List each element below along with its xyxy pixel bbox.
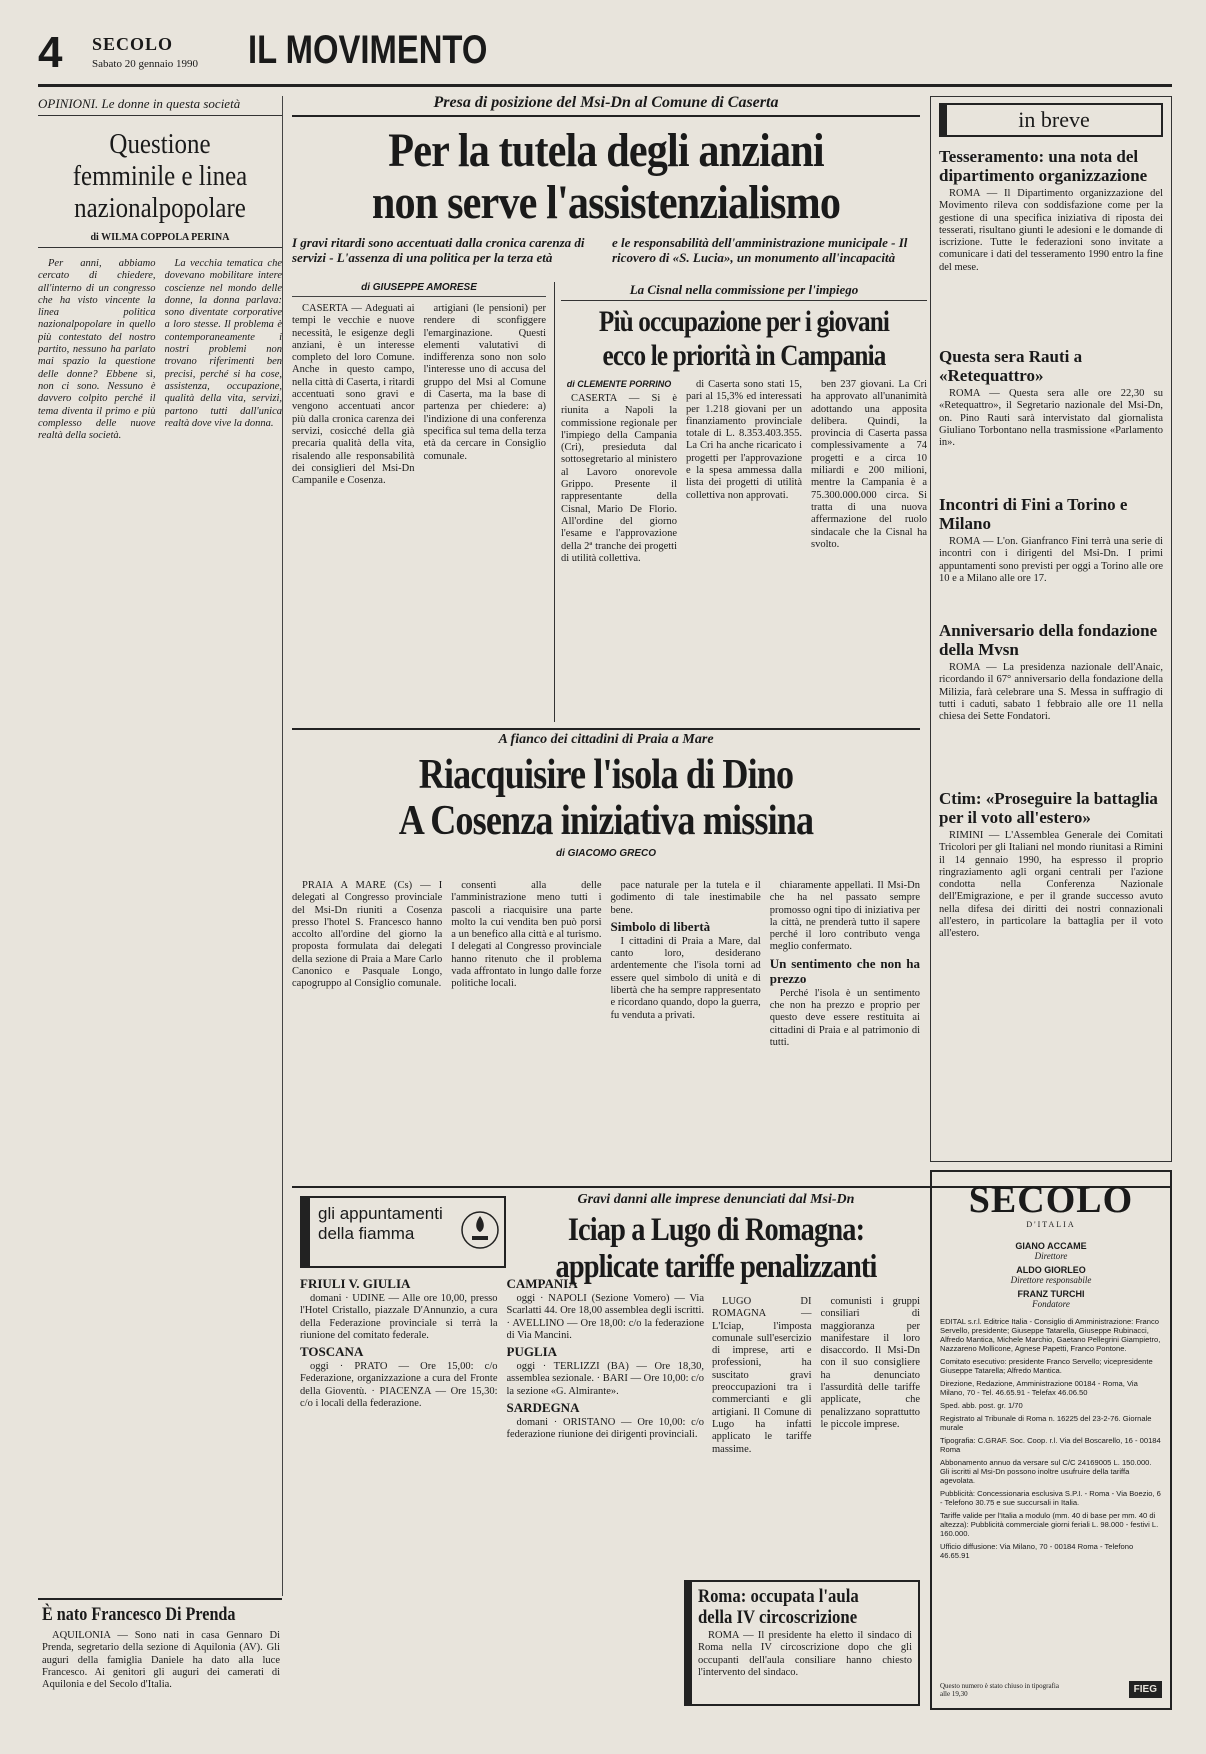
cisnal-article [554,282,927,722]
inbreve-title: Ctim: «Proseguire la battaglia per il voto all'estero» [939,789,1158,827]
cisnal-col-1: CASERTA — Si è riunita a Napoli la commissione regionale per l'impiego della Campania (Cri), presieduta dal sottosegretario al ministero al Lavoro onorevole Grippo. Presente il rappresentante della Cisnal, Mario De Florio. All'ordine del giorno l'esame e l'approvazione della 2ª tranche dei progetti di utilità collettiva. [561,393,677,564]
region-name: FRIULI V. GIULIA [300,1276,411,1291]
inbreve-item [939,621,1163,781]
page-number: 4 [38,28,63,77]
inbreve-title: Anniversario della fondazione della Mvsn [939,621,1158,659]
lead-kicker: Presa di posizione del Msi-Dn al Comune di Caserta [292,94,920,117]
iciap-title-1: Iciap a Lugo di Romagna: [567,1212,865,1248]
iciap-columns [712,1296,920,1572]
inbreve-column [930,96,1172,1162]
region-text: oggi · NAPOLI (Sezione Vomero) — Via Scarlatti 44. Ore 18,00 assemblea degli iscritti. · AVELLINO — Ore 18,00: c/o la federazione di Via Mancini. [506,1293,704,1341]
colophon-info: EDITAL s.r.l. Editrice Italia - Consiglio di Amministrazione: Franco Servello, presidente; Giuseppe Tatarella, Giuseppe Rubinacci, Alfredo Mantica, Michele Marchio, Gaetano Pellegrini Giampietro, Nazzareno Mollicone, Agnese Papetti, Franco Pontone. Comitato esecutivo: presidente Franco Servello; vicepresidente Giuseppe Tatarella; Alfredo Mantica. Direzione, Redazione, Amministrazione 00184 - Roma, Via Milano, 70 - Tel. 46.65.91 - Telefax 46.06.50 Sped. abb. post. gr. 1/70 Registrato al Tribunale di Roma n. 16225 del 23-2-76. Giornale murale Tipografia: C.GRAF. Soc. Coop. r.l. Via del Boscarello, 16 - 00184 Roma Abbonamento annuo da versare sul C/C 24169005 L. 150.000. Gli iscritti al Msi-Dn possono inoltre usufruire della tariffa agevolata. Pubblicità: Concessionaria esclusiva S.P.I. - Roma - Via Boezio, 6 - Telefono 30.75 e sue succursali in Italia. Tariffe valide per l'Italia a modulo (mm. 40 di base per mm. 40 di altezza): Pubblicità commerciale giorni feriali L. 98.000 - festivi L. 160.000. Ufficio diffusione: Via Milano, 70 - 00184 Roma - Telefono 46.65.91 [940,1317,1161,1560]
dino-title-2: A Cosenza iniziativa missina [398,798,814,844]
colophon-person [940,1265,1162,1285]
iciap-col-1: LUGO DI ROMAGNA — L'Iciap, l'imposta comunale sull'esercizio di imprese, arti e professioni, ha suscitato gravi preoccupazioni tra i commercianti e gli artigiani. Il Comune di Lugo ha infatti applicato le tariffe massime. [712,1296,812,1455]
person-role: Direttore [1034,1251,1068,1261]
colophon-small: Questo numero è stato chiuso in tipografia alle 19,30 [940,1682,1059,1698]
inbreve-item [939,789,1163,1089]
cisnal-title-2: ecco le priorità in Campania [602,339,886,372]
region-text: domani · ORISTANO — Ore 10,00: c/o federazione riunione dei dirigenti provinciali. [506,1417,704,1441]
inbreve-item [939,147,1163,339]
inbreve-text: ROMA — L'on. Gianfranco Fini terrà una serie di incontri con i dirigenti del Msi-Dn. I primi appuntamenti sono previsti per oggi a Torino alle ore 10 e a Milano alle ore 17. [939,536,1163,584]
lead-body [292,282,546,722]
inbreve-item [939,495,1163,613]
opinion-article [38,96,283,1596]
lead-title-2: non serve l'assistenzialismo [371,176,841,229]
appuntamenti-title-1: gli appuntamenti [318,1204,443,1223]
person-role: Fondatore [1032,1299,1070,1309]
opinion-kicker: OPINIONI. Le donne in questa società [38,96,282,116]
dino-title-1: Riacquisire l'isola di Dino [418,752,794,798]
appuntamenti-col-2 [507,1276,705,1706]
dino-col-4: chiaramente appellati. Il Msi-Dn che ha nel passato sempre promosso ogni tipo di iniziativa per la città, ne prenderà tutto il sapere perché il loro contributo venga meglio confermato. Un sentimento che non ha prezzo Perché l'isola è un sentimento che non ha prezzo e proprio per questo deve essere restituita ai cittadini di Praia e al patrimonio di tutti. [769,880,920,1048]
inbreve-text: ROMA — Il Dipartimento organizzazione del Movimento rileva con soddisfazione come per la gestione di una specifica iniziativa di riposta dei tesserati, risultano giunti le adesioni e le domande di iscrizione. Tutte le federazioni sono invitate a comunicare i dati del tesseramento 1990 entro la fine del mese. [939,188,1163,273]
lead-col-2: artigiani (le pensioni) per rendere di sconfiggere l'emarginazione. Questi elementi valutativi di indifferenza sono non solo l'interesse uno di accusa del gruppo del Msi al Comune di Caserta, ma la base di partenza per chiedere: a) l'indizione di una conferenza specifica sul tema della terza età da cercare in Consiglio comunale. [423,303,546,462]
iciap-kicker: Gravi danni alle imprese denunciati dal Msi-Dn [577,1192,855,1207]
person-name: ALDO GIORLEO [1016,1265,1086,1275]
dino-article [292,732,920,859]
colophon-sub: D'ITALIA [1026,1220,1076,1229]
iciap-article [512,1192,920,1286]
lead-author: di GIUSEPPE AMORESE [292,282,546,297]
masthead-paper-name: SECOLO [92,34,174,54]
dino-body [292,880,920,1180]
iciap-title-2: applicate tariffe penalizzanti [555,1249,877,1285]
lead-col-1: CASERTA — Adeguati ai tempi le vecchie e nuove necessità, le esigenze degli anziani, è un interesse completo del loro Comune. Anche in questo campo, nella città di Caserta, i ritardi accentuati sono gravi e vengono accentuati ancor più dalla cronica carenza dei servizi, cosicché della già precaria qualità della vita, risalendo alle responsabilità dei consiglieri del Msi-Dn Campanile e Cosenza. [292,303,415,487]
person-name: GIANO ACCAME [1015,1241,1087,1251]
section-title: IL MOVIMENTO [248,28,488,72]
lead-subtitle-left: I gravi ritardi sono accentuati dalla cronica carenza di servizi - L'assenza di una politica per la terza età [292,235,585,265]
roma-article [684,1580,920,1706]
region-name: CAMPANIA [506,1276,578,1291]
region-name: TOSCANA [300,1344,364,1360]
lead-subtitle-right: e le responsabilità dell'amministrazione municipale - Il ricovero di «S. Lucia», un monumento all'incapacità [612,235,908,265]
fieg-badge: FIEG [1129,1681,1162,1698]
born-text: AQUILONIA — Sono nati in casa Gennaro Di Prenda, segretario della sezione di Aquilonia (AV). Gli auguri della famiglia Daniele ha dato alla luce Francesco. Ai genitori gli auguri dei camerati di Aquilonia e del Secolo d'Italia. [42,1630,280,1691]
region-name: SARDEGNA [506,1400,580,1416]
roma-title-2: della IV circoscrizione [698,1607,858,1628]
iciap-col-2: comunisti i gruppi consiliari di maggioranza per manifestare il loro disaccordo. Il Msi-Dn con il suo consigliere ha denunciato l'assurdità delle tariffe applicate, che penalizzano soprattutto le piccole imprese. [820,1296,920,1430]
opinion-author: di WILMA COPPOLA PERINA [38,232,282,248]
region-name: PUGLIA [506,1344,558,1360]
inbreve-text: ROMA — La presidenza nazionale dell'Anaic, ricordando il 67° anniversario della fondazione della Milizia, farà celebrare una S. Messa in suffragio di tutti i caduti, sabato 1 febbraio alle ore 11 nella chiesa dei Sette Fondatori. [939,662,1163,723]
opinion-col-2: La vecchia tematica che dovevano mobilitare intere coscienze nel mondo delle donne, la donna parlava: sono diventate corporative a loro stesse. Il problema è contemporaneamente i nostri problemi non trovano riferimenti ben precisi, perché si ha cose, assistenza, occupazione, qualità della vita, servizi, partono tutti dall'unica realtà dove vive la donna. [164,258,282,429]
region-text: domani · UDINE — Alle ore 10,00, presso l'Hotel Cristallo, piazzale D'Annunzio, a cura della Federazione provinciale si terrà la riunione del comitato federale. [300,1293,498,1341]
cisnal-kicker: La Cisnal nella commissione per l'impiego [561,282,927,301]
inbreve-text: ROMA — Questa sera alle ore 22,30 su «Retequattro», il Segretario nazionale del Msi-Dn, on. Pino Rauti sarà intervistato dal giornalista Giuliano Torbontano nella trasmissione «Parlamento in». [939,388,1163,449]
cisnal-author: di CLEMENTE PORRINO [566,379,672,389]
inbreve-item [939,347,1163,487]
inbreve-title: Incontri di Fini a Torino e Milano [939,495,1128,533]
dino-top-rule [292,728,920,730]
masthead-date: Sabato 20 gennaio 1990 [92,58,199,70]
appuntamenti-col-1 [300,1276,498,1706]
lead-article [292,94,920,265]
born-rule [38,1598,282,1600]
cisnal-col-1-wrap [561,379,677,719]
dino-col-2: consentì alla delle l'amministrazione meno tutti i pascoli a riacquisire una parte molto la cui vendita ben può porsi a un benefico alla città e al turismo. I delegati al Congresso provinciale hanno ritenuto che il problema vada affrontato in lungo dalle forze politiche locali. [451,880,602,990]
appuntamenti-title-2: della fiamma [318,1224,415,1243]
cisnal-title-1: Più occupazione per i giovani [598,305,890,338]
inbreve-title: Questa sera Rauti a «Retequattro» [939,347,1083,385]
dino-kicker: A fianco dei cittadini di Praia a Mare [498,732,714,747]
cisnal-col-2: di Caserta sono stati 15, pari al 15,3% ed interessati per 1.218 giovani per un finanziamento provinciale totale di L. 8.353.403.355. La Cri ha anche ricaricato i progetti per l'approvazione e la spesa ammessa dalla lista dei progetti di utilità collettiva non approvati. [686,379,802,501]
roma-title-1: Roma: occupata l'aula [698,1586,859,1607]
inbreve-title: Tesseramento: una nota del dipartimento organizzazione [939,147,1148,185]
opinion-title: Questione femminile e linea nazionalpopolare [72,128,248,224]
flame-logo-icon [460,1210,500,1250]
born-title: È nato Francesco Di Prenda [42,1604,236,1625]
opinion-col-1: Per anni, abbiamo cercato di chiedere, all'interno di un congresso che ha visto vincente la linea politica nazionalpopolare in quello più contestato del nostro partito, nessuno ha parlato mai spazio la questione delle donne? Ebbene sì, non ci sono. Nessuno è davvero colpito perché il tema diventa il primo e più complesso delle nuove realtà della società. [38,258,156,442]
colophon-person [940,1289,1162,1309]
appuntamenti-body [300,1276,704,1706]
region-text: oggi · TERLIZZI (BA) — Ore 18,30, assemblea sezionale. · BARI — Ore 10,00: c/o la sezione «G. Almirante». [506,1361,704,1397]
appuntamenti-box [300,1196,506,1268]
inbreve-text: RIMINI — L'Assemblea Generale dei Comitati Tricolori per gli Italiani nel mondo riunitasi a Rimini il 14 gennaio 1990, ha espresso il proprio ringraziamento agli organi centrali per l'azione condotta nella Conferenza Nazionale dell'Emigrazione, e per il grande successo avuto nella difesa dei diritti dei nostri connazionali all'estero, in particolare la battaglia per il voto all'estero. [939,830,1163,940]
dino-subhead-2: Un sentimento che non ha prezzo [769,955,920,986]
colophon-person [940,1241,1162,1261]
dino-author: di GIACOMO GRECO [556,848,656,859]
cisnal-col-3: ben 237 giovani. La Cri ha approvato all'unanimità adottando una apposita delibera. Quindi, la provincia di Caserta passa complessivamente a 74 progetti e a circa 10 miliardi e 200 milioni, mentre la Campania è a 75.300.000.000 circa. Si tratta di una nuova affermazione del ruolo sindacale che la Cisnal ha svolto. [811,379,927,550]
dino-subhead-1: Simbolo di libertà [610,918,711,934]
person-role: Direttore responsabile [1010,1275,1092,1285]
roma-text: ROMA — Il presidente ha eletto il sindaco di Roma nella IV circoscrizione dopo che gli occupanti dell'aula consiliare hanno chiesto l'intervento del sindaco. [698,1630,912,1678]
colophon [930,1170,1172,1710]
person-name: FRANZ TURCHI [1017,1289,1085,1299]
born-notice [42,1604,280,1693]
dino-col-1: PRAIA A MARE (Cs) — I delegati al Congresso provinciale del Msi-Dn riuniti a Cosenza presso l'hotel S. Francesco hanno accolto all'ordine del giorno la proposta formulata dai delegati della sezione di Praia a Mare Carlo Canonico e Pasquale Longo, capogruppo al Consiglio comunale. [292,880,443,990]
dino-col-3: pace naturale per la tutela e il godimento di tale inestimabile bene. Simbolo di libertà I cittadini di Praia a Mare, dal canto loro, desiderano ardentemente che l'isola torni ad essere quel simbolo di unità e di libertà che ha sempre rappresentato e ricordano quando, dopo la guerra, fu venduta a privati. [610,880,761,1021]
region-text: oggi · PRATO — Ore 15,00: c/o Federazione, organizzazione a cura del Fronte della Gioventù. · PIACENZA — Ore 15,30: c/o i locali della federazione. [300,1361,498,1410]
inbreve-label: in breve [939,103,1163,137]
masthead-rule [38,84,1172,87]
lead-title-1: Per la tutela degli anziani [388,124,824,177]
colophon-name: SECOLO [968,1179,1134,1221]
